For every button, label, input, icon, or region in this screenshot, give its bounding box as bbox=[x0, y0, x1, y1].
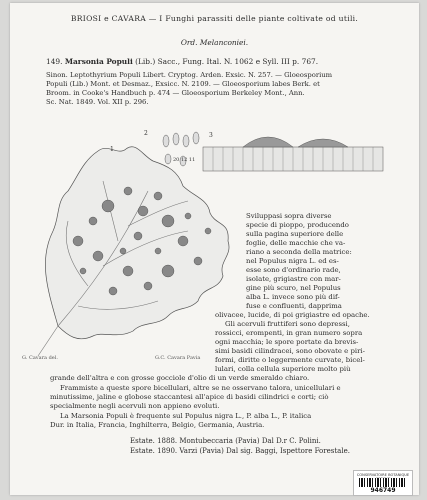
description-line: foglie, delle macchie che va- bbox=[246, 239, 346, 247]
illustrator-credit: G. Cavara del. bbox=[22, 355, 58, 361]
species-entry bbox=[46, 57, 318, 66]
order-title: Ord. Melanconiei. bbox=[180, 38, 249, 47]
herbarium-barcode-label bbox=[353, 470, 413, 496]
locality-line: Estate. 1890. Varzi (Pavia) Dal sig. Baggi, Ispettore Forestale. bbox=[130, 447, 350, 455]
description-line: alba L. invece sono più dif- bbox=[246, 293, 340, 301]
synonym-line: Populi (Lib.) Mont. et Desmaz., Exsicc. N. 2109. — Gloeosporium labes Berk. et bbox=[46, 80, 320, 88]
leaf-cross-section-illustration bbox=[173, 125, 403, 180]
herbarium-sheet bbox=[10, 3, 419, 495]
page-header: BRIOSI e CAVARA — I Funghi parassiti delle piante coltivate od utili. bbox=[70, 14, 359, 23]
description-line: sulla pagina superiore delle bbox=[246, 230, 344, 238]
figure-number: 1 bbox=[110, 146, 114, 153]
description-line: simi basidi cilindracei, sono obovate e piri- bbox=[215, 347, 365, 355]
description-line: Gli acervuli fruttiferi sono depressi, bbox=[225, 320, 350, 328]
description-line: Frammiste a queste spore bicellulari, altre se ne osservano talora, unicellulari e bbox=[60, 384, 341, 392]
description-line: lulari, colla cellula superiore molto più bbox=[215, 365, 351, 373]
description-line: gine più scuro, nel Populus bbox=[246, 284, 341, 292]
description-line: ogni macchia; le spore portate da brevis- bbox=[215, 338, 359, 346]
description-line: formi, diritte o leggermente curvate, bicel- bbox=[215, 356, 365, 364]
distribution-line: La Marsonia Populi è frequente sul Populus nigra L., P. alba L., P. italica bbox=[60, 412, 312, 420]
synonym-line: Sinon. Leptothyrium Populi Libert. Cryptog. Arden. Exsic. N. 257. — Gloeosporium bbox=[46, 71, 333, 79]
figure-number: 2 bbox=[144, 130, 148, 137]
description-line: olivacee, lucide, di poi grigiastre ed opache. bbox=[215, 311, 370, 319]
figure-number: 3 bbox=[209, 132, 213, 139]
description-line: Sviluppasi sopra diverse bbox=[246, 212, 332, 220]
description-line: nel Populus nigra L. ed es- bbox=[246, 257, 339, 265]
institution-name: CONSERVATOIRE BOTANIQUE bbox=[356, 473, 410, 477]
description-line: minutissime, jaline e globose staccantesi all'apice di basidi cilindrici e corti; ciò bbox=[50, 393, 329, 401]
distribution-line: Dur. in Italia, Francia, Inghilterra, Belgio, Germania, Austria. bbox=[50, 421, 265, 429]
figure-scale: 20 12 11 bbox=[173, 157, 196, 163]
locality-line: Estate. 1888. Montubeccaria (Pavia) Dal D.r C. Polini. bbox=[130, 437, 321, 445]
specimen-number: 946749 bbox=[370, 487, 396, 494]
engraver-credit: G.C. Cavara Pavia bbox=[155, 355, 201, 361]
entry-number: 149. bbox=[46, 57, 63, 66]
description-line: specie di pioppo, producendo bbox=[246, 221, 349, 229]
barcode-icon bbox=[359, 478, 407, 487]
species-citation: (Lib.) Sacc., Fung. Ital. N. 1062 e Syll. III p. 767. bbox=[135, 57, 319, 66]
description-line: rossicci, erompenti, in gran numero sopra bbox=[215, 329, 363, 337]
synonym-line: Sc. Nat. 1849. Vol. XII p. 296. bbox=[46, 98, 149, 106]
description-line: riano a seconda della matrice: bbox=[246, 248, 352, 256]
description-line: isolate, grigiastre con mar- bbox=[246, 275, 341, 283]
description-line: specialmente negli acervuli non appieno evoluti. bbox=[50, 402, 220, 410]
species-name: Marsonia Populi bbox=[64, 57, 133, 66]
synonym-line: Broom. in Cooke's Handbuch p. 474 — Gloeosporium Berkeley Mont., Ann. bbox=[46, 89, 305, 97]
description-line: fuse e confluenti, dapprima bbox=[246, 302, 342, 310]
description-line: grande dell'altra e con grosse gocciole d'olio di un verde smeraldo chiaro. bbox=[50, 374, 310, 382]
description-line: esse sono d'ordinario rade, bbox=[246, 266, 341, 274]
